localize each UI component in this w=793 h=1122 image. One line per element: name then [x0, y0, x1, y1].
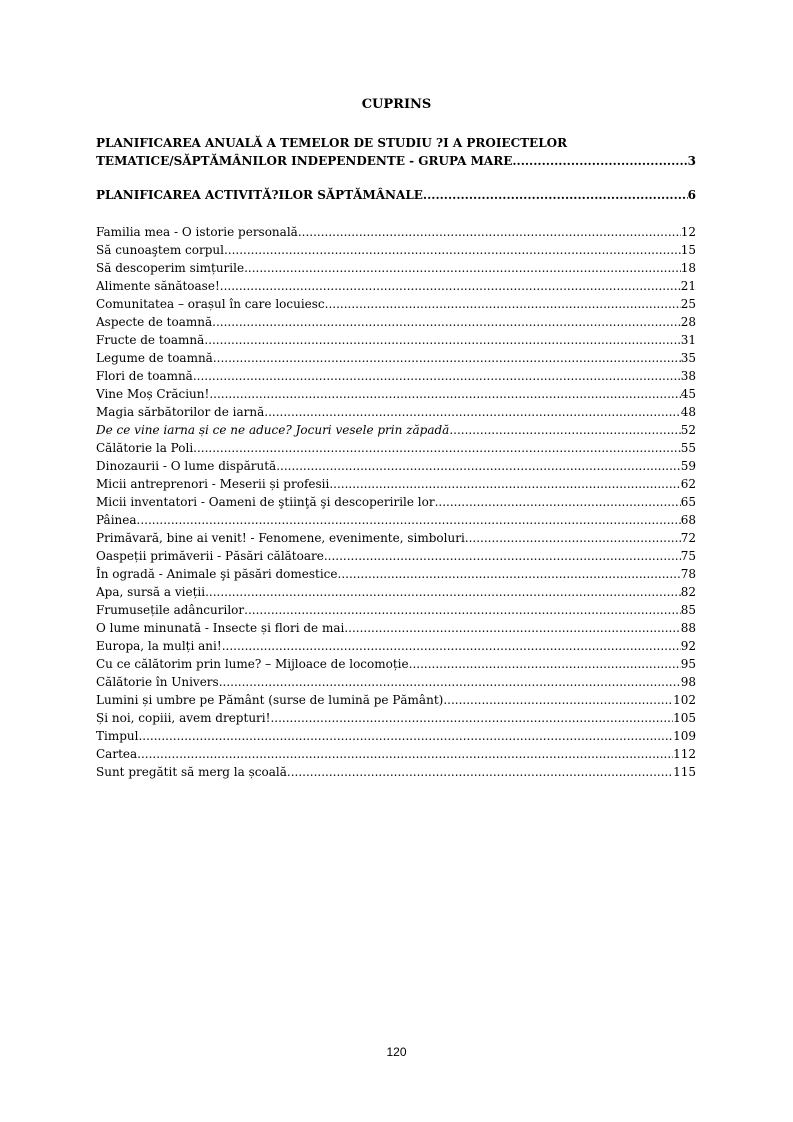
toc-entry-label: O lume minunată - Insecte și flori de mai: [96, 621, 345, 635]
toc-page-number: 45: [680, 387, 696, 401]
toc-entry: [96, 637, 696, 655]
leader-dots: [344, 619, 680, 637]
toc-entry: [96, 277, 696, 295]
toc-entries-list: [96, 223, 696, 781]
toc-entry-label: Timpul: [96, 729, 139, 743]
toc-entry-label: Și noi, copiii, avem drepturi!: [96, 711, 271, 725]
toc-page-number: 78: [680, 567, 696, 581]
toc-page-number: 75: [680, 549, 696, 563]
toc-section-1-heading-line2: TEMATICE/SĂPTĂMÂNILOR INDEPENDENTE - GRUPA MARE: [96, 154, 513, 168]
toc-entry: [96, 745, 696, 763]
leader-dots: [512, 152, 687, 170]
toc-page-number: 21: [680, 279, 696, 293]
toc-entry-label: Să cunoaştem corpul: [96, 243, 224, 257]
toc-entry-label: Vine Moș Crăciun!: [96, 387, 210, 401]
toc-entry-label: Cartea: [96, 747, 138, 761]
toc-page-number: 31: [680, 333, 696, 347]
toc-page-number: 98: [680, 675, 696, 689]
toc-page-number: 52: [680, 423, 696, 437]
toc-entry-label: Magia sărbătorilor de iarnă: [96, 405, 265, 419]
toc-entry-label: Pâinea: [96, 513, 137, 527]
leader-dots: [324, 547, 681, 565]
toc-page-number: 35: [680, 351, 696, 365]
toc-section-1-row: [96, 152, 696, 170]
toc-entry-label: Micii antreprenori - Meserii și profesii: [96, 477, 330, 491]
leader-dots: [205, 583, 681, 601]
leader-dots: [213, 349, 681, 367]
toc-entry: [96, 601, 696, 619]
leader-dots: [244, 601, 681, 619]
leader-dots: [137, 745, 673, 763]
toc-entry-label: Călătorie la Poli: [96, 441, 194, 455]
toc-page-number: 92: [680, 639, 696, 653]
leader-dots: [287, 763, 673, 781]
toc-entry-label: Călătorie în Univers: [96, 675, 219, 689]
leader-dots: [219, 673, 681, 691]
page-number: 120: [386, 1045, 407, 1059]
toc-page-number: 68: [680, 513, 696, 527]
leader-dots: [224, 241, 681, 259]
toc-entry-label: Frumusețile adâncurilor: [96, 603, 245, 617]
toc-entry: [96, 241, 696, 259]
toc-entry: [96, 511, 696, 529]
toc-entry-label: Flori de toamnă: [96, 369, 193, 383]
toc-entry-label: De ce vine iarna și ce ne aduce? Jocuri vesele prin zăpadă: [96, 423, 450, 437]
toc-entry-label: Apa, sursă a vieții: [96, 585, 206, 599]
leader-dots: [204, 331, 680, 349]
toc-entry-label: Familia mea - O istorie personală: [96, 225, 298, 239]
toc-entry: [96, 439, 696, 457]
toc-entry: [96, 529, 696, 547]
leader-dots: [193, 439, 681, 457]
leader-dots: [435, 493, 681, 511]
toc-section-2: [96, 186, 696, 204]
toc-entry-label: Primăvară, bine ai venit! - Fenomene, evenimente, simboluri: [96, 531, 465, 545]
leader-dots: [137, 511, 681, 529]
toc-section-1: [96, 152, 696, 170]
toc-entry-label: Sunt pregătit să merg la școală: [96, 765, 287, 779]
toc-page-number: 48: [680, 405, 696, 419]
toc-entry: [96, 763, 696, 781]
leader-dots: [329, 475, 680, 493]
toc-entry: [96, 691, 696, 709]
leader-dots: [264, 403, 680, 421]
leader-dots: [423, 186, 688, 204]
toc-entry: [96, 259, 696, 277]
leader-dots: [449, 421, 680, 439]
toc-entry: [96, 331, 696, 349]
leader-dots: [325, 295, 681, 313]
leader-dots: [443, 691, 673, 709]
toc-page-number: 59: [680, 459, 696, 473]
toc-page-number: 65: [680, 495, 696, 509]
toc-entry-label: Legume de toamnă: [96, 351, 213, 365]
leader-dots: [138, 727, 673, 745]
toc-entry: [96, 619, 696, 637]
leader-dots: [244, 259, 681, 277]
toc-entry-label: Dinozaurii - O lume dispărută: [96, 459, 277, 473]
toc-entry-label: Lumini și umbre pe Pământ (surse de lumină pe Pământ): [96, 693, 444, 707]
toc-entry-label: Europa, la mulți ani!: [96, 639, 222, 653]
toc-section-1-heading-line1: PLANIFICAREA ANUALĂ A TEMELOR DE STUDIU ?I A PROIECTELOR: [96, 136, 568, 150]
page-title: CUPRINS: [361, 97, 432, 112]
toc-page-number: 12: [680, 225, 696, 239]
toc-entry: [96, 349, 696, 367]
toc-entry: [96, 223, 696, 241]
toc-page-number: 18: [680, 261, 696, 275]
toc-page-number: 6: [687, 188, 696, 202]
toc-entry: [96, 547, 696, 565]
toc-page-number: 3: [687, 154, 696, 168]
leader-dots: [270, 709, 673, 727]
toc-entry: [96, 709, 696, 727]
toc-entry-label: În ogradă - Animale şi păsări domestice: [96, 567, 338, 581]
toc-section-2-heading: PLANIFICAREA ACTIVITĂ?ILOR SĂPTĂMÂNALE: [96, 188, 423, 202]
toc-page-number: 112: [673, 747, 696, 761]
toc-page-number: 15: [680, 243, 696, 257]
leader-dots: [338, 565, 681, 583]
leader-dots: [276, 457, 681, 475]
toc-entry: [96, 421, 696, 439]
toc-page-number: 62: [680, 477, 696, 491]
leader-dots: [298, 223, 681, 241]
toc-entry: [96, 655, 696, 673]
toc-entry: [96, 727, 696, 745]
toc-page-number: 55: [680, 441, 696, 455]
toc-entry: [96, 367, 696, 385]
leader-dots: [193, 367, 681, 385]
toc-entry: [96, 403, 696, 421]
toc-page-number: 109: [673, 729, 696, 743]
leader-dots: [465, 529, 681, 547]
toc-entry-label: Oaspeții primăverii - Păsări călătoare: [96, 549, 324, 563]
toc-entry: [96, 385, 696, 403]
toc-entry-label: Micii inventatori - Oameni de ştiinţă şi descoperirile lor: [96, 495, 435, 509]
toc-entry: [96, 565, 696, 583]
toc-page-number: 25: [680, 297, 696, 311]
toc-entry: [96, 457, 696, 475]
toc-entry: [96, 295, 696, 313]
toc-page-number: 115: [673, 765, 696, 779]
leader-dots: [409, 655, 681, 673]
toc-entry: [96, 493, 696, 511]
leader-dots: [220, 277, 681, 295]
toc-entry-label: Comunitatea – orașul în care locuiesc: [96, 297, 325, 311]
toc-page-number: 82: [680, 585, 696, 599]
toc-page-number: 102: [673, 693, 696, 707]
leader-dots: [212, 313, 681, 331]
toc-entry-label: Să descoperim simțurile: [96, 261, 245, 275]
toc-page-number: 95: [680, 657, 696, 671]
leader-dots: [209, 385, 680, 403]
toc-page-number: 72: [680, 531, 696, 545]
toc-entry: [96, 673, 696, 691]
toc-page-number: 28: [680, 315, 696, 329]
toc-page-number: 88: [680, 621, 696, 635]
toc-entry-label: Aspecte de toamnă: [96, 315, 213, 329]
toc-page-number: 105: [673, 711, 696, 725]
toc-entry-label: Alimente sănătoase!: [96, 279, 220, 293]
toc-entry: [96, 583, 696, 601]
toc-entry: [96, 475, 696, 493]
toc-page-number: 85: [680, 603, 696, 617]
toc-entry-label: Fructe de toamnă: [96, 333, 205, 347]
toc-entry-label: Cu ce călătorim prin lume? – Mijloace de locomoție: [96, 657, 409, 671]
toc-section-2-row: [96, 186, 696, 204]
toc-entry: [96, 313, 696, 331]
toc-page-number: 38: [680, 369, 696, 383]
leader-dots: [222, 637, 681, 655]
